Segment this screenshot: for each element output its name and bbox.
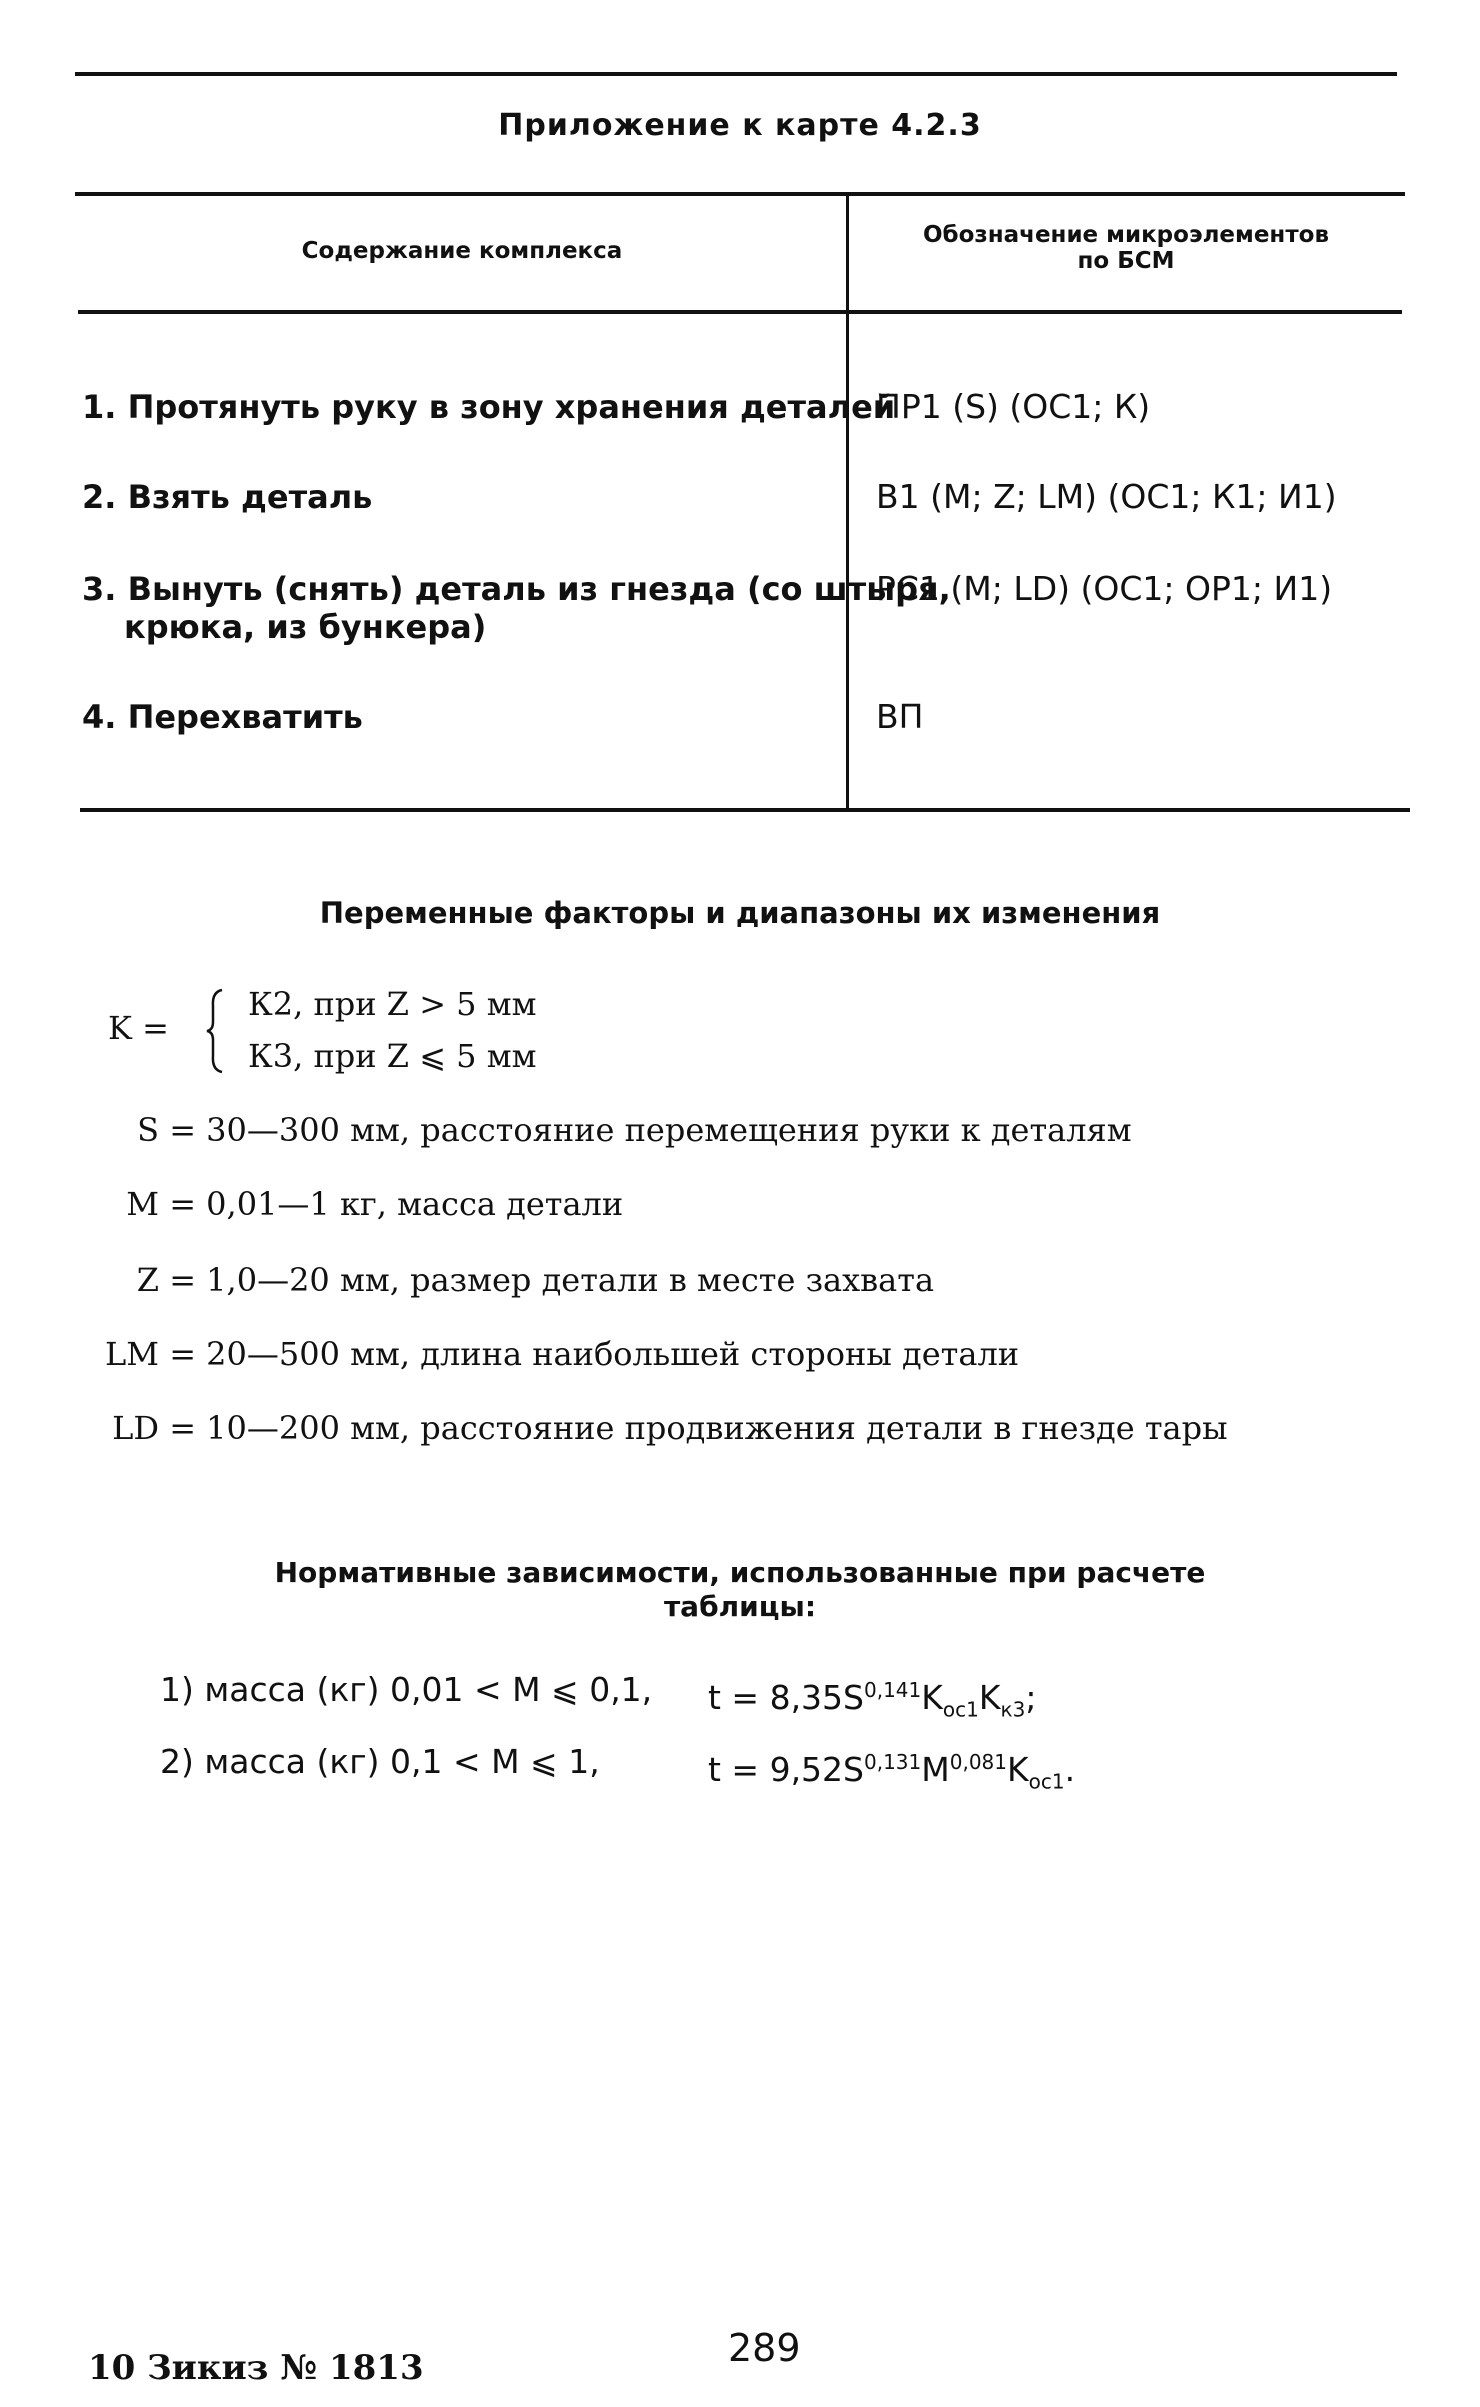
formula-2-exp2: 0,081 [949, 1750, 1008, 1774]
factor-lm-text: 20—500 мм, длина наибольшей стороны детали [206, 1335, 1020, 1373]
formula-2-exp1: 0,131 [864, 1750, 922, 1774]
factor-z-lhs: Z = [136, 1261, 196, 1299]
formula-1-k1: K [921, 1678, 943, 1717]
row3-content-line2: крюка, из бункера) [124, 608, 487, 646]
formula-2-m: M [921, 1750, 950, 1789]
row3-code: РС1 (M; LD) (ОС1; ОР1; И1) [876, 569, 1333, 608]
footer-print-info: 10 Зикиз № 1813 [88, 2348, 424, 2388]
factor-s-text: 30—300 мм, расстояние перемещения руки к деталям [206, 1111, 1132, 1149]
formula-1-exp: 0,141 [864, 1678, 922, 1702]
row1-code: ПР1 (S) (ОС1; К) [876, 387, 1151, 426]
formula-1-lhs: t = 8,35S [708, 1678, 864, 1717]
formula-2-k-sub: ос1 [1028, 1769, 1065, 1794]
normative-title-line2: таблицы: [663, 1590, 817, 1623]
formula-2-condition: 2) масса (кг) 0,1 < M ⩽ 1, [160, 1742, 600, 1781]
top-rule [75, 72, 1397, 76]
formula-2-end: . [1064, 1750, 1076, 1789]
formula-2 [708, 1740, 1075, 1804]
col2-header-line2: по БСМ [1077, 248, 1175, 274]
formula-1-k2-sub: к3 [1000, 1697, 1026, 1722]
row2-code: В1 (M; Z; LM) (ОС1; К1; И1) [876, 477, 1337, 516]
factor-ld-text: 10—200 мм, расстояние продвижения детали в гнезде тары [206, 1409, 1228, 1447]
formula-1-end: ; [1025, 1678, 1037, 1717]
factor-z [88, 1260, 934, 1300]
factors-title: Переменные факторы и диапазоны их изменения [319, 896, 1161, 930]
formula-1-k2: K [978, 1678, 1001, 1717]
row3-content-line1: 3. Вынуть (снять) деталь из гнезда (со штыря, [82, 570, 951, 608]
factor-m-text: 0,01—1 кг, масса детали [206, 1185, 624, 1223]
table-header-rule [78, 310, 1402, 314]
normative-title-line1: Нормативные зависимости, использованные при расчете [274, 1556, 1206, 1589]
factor-lm [88, 1334, 1019, 1374]
formula-1 [708, 1668, 1036, 1732]
formula-2-lhs: t = 9,52S [708, 1750, 864, 1789]
factor-m [88, 1184, 623, 1224]
formula-2-k: K [1007, 1750, 1029, 1789]
left-brace [204, 986, 226, 1076]
page-number: 289 [728, 2326, 801, 2370]
k-case2: К3, при Z ⩽ 5 мм [248, 1037, 537, 1075]
appendix-title: Приложение к карте 4.2.3 [498, 108, 982, 143]
row4-content: 4. Перехватить [82, 698, 363, 736]
factor-z-text: 1,0—20 мм, размер детали в месте захвата [206, 1261, 935, 1299]
column-divider [846, 196, 849, 808]
k-label: K = [108, 1009, 169, 1047]
table-bottom-rule [80, 808, 1410, 812]
col2-header-line1: Обозначение микроэлементов [922, 222, 1330, 248]
formula-1-condition: 1) масса (кг) 0,01 < M ⩽ 0,1, [160, 1670, 653, 1709]
factor-ld [88, 1408, 1228, 1448]
row2-content: 2. Взять деталь [82, 478, 373, 516]
factor-ld-lhs: LD = [112, 1409, 196, 1447]
factor-m-lhs: M = [126, 1185, 196, 1223]
factor-s-lhs: S = [137, 1111, 196, 1149]
row4-code: ВП [876, 697, 924, 736]
row1-content: 1. Протянуть руку в зону хранения деталей [82, 388, 896, 426]
k-case1: К2, при Z > 5 мм [248, 985, 537, 1023]
factor-lm-lhs: LM = [105, 1335, 196, 1373]
table-top-rule [75, 192, 1405, 196]
factor-s [88, 1110, 1132, 1150]
col1-header: Содержание комплекса [301, 238, 623, 264]
formula-1-k1-sub: ос1 [942, 1697, 979, 1722]
